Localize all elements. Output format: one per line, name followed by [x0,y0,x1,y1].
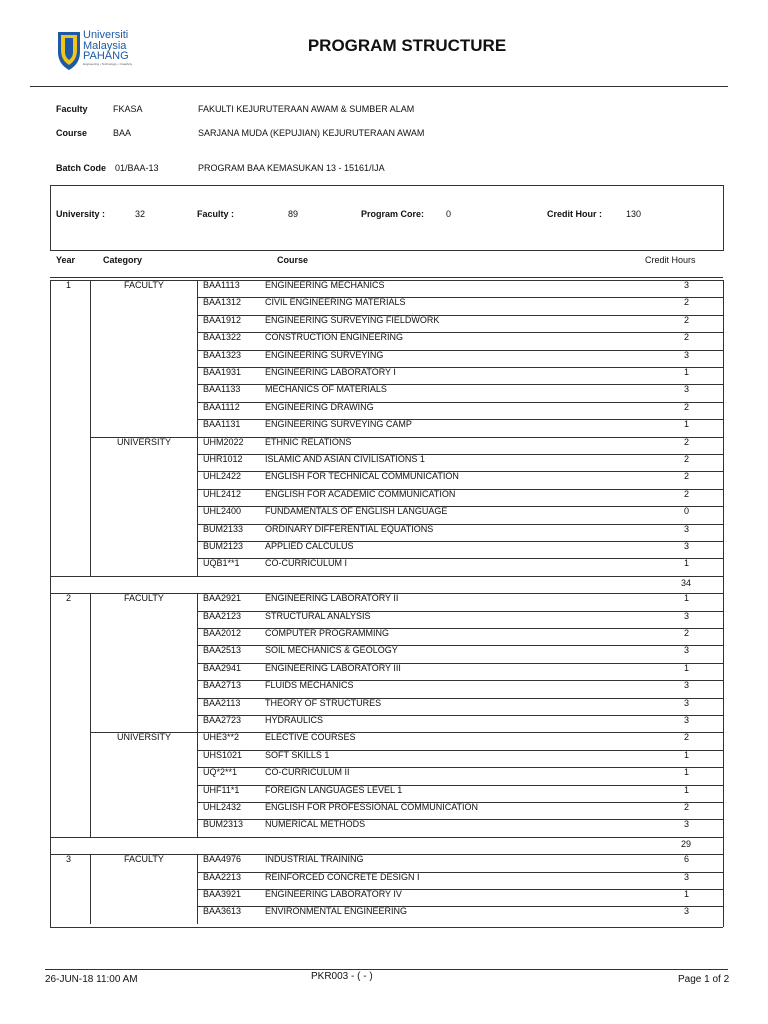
footer-datetime: 26-JUN-18 11:00 AM [45,974,138,985]
course-code: UHM2022 [203,436,244,447]
course-name: NUMERICAL METHODS [265,819,366,830]
course-name: ENGLISH FOR PROFESSIONAL COMMUNICATION [265,802,479,812]
table-right-border [723,280,724,593]
year-column-divider [90,280,91,576]
course-label: Course [56,128,88,138]
table-left-border [50,593,51,854]
course-credit-hours: 1 [683,767,689,778]
course-credit-hours: 1 [683,367,689,377]
course-name: REINFORCED CONCRETE DESIGN I [265,871,420,882]
logo-line-1: Universiti [83,29,129,41]
course-name: ENGINEERING LABORATORY I [265,367,396,377]
course-name: CO-CURRICULUM II [265,767,350,778]
course-name: ENGINEERING LABORATORY II [265,593,399,604]
course-code: BAA1131 [203,419,241,430]
course-code: BAA3921 [203,889,242,899]
course-credit-hours: 3 [683,541,689,551]
course-name: ENGINEERING SURVEYING [265,349,384,360]
course-credit-hours: 3 [683,523,689,534]
course-code: BAA1112 [203,401,240,412]
course-code: BAA2113 [203,697,241,708]
table-right-border [723,593,724,854]
year-column-divider [90,593,91,837]
summary-core-label: Program Core: [361,209,425,219]
year-total-divider [50,576,723,577]
course-credit-hours: 3 [683,645,689,656]
table-bottom-border [50,927,723,928]
course-category: FACULTY [124,280,164,290]
course-name: ENGLISH FOR ACADEMIC COMMUNICATION [265,488,456,499]
course-credit-hours: 3 [683,906,689,917]
course-credit-hours: 3 [683,610,689,621]
course-code: BAA2513 [203,645,242,656]
footer-doc-code: PKR003 - ( - ) [311,971,373,982]
course-credit-hours: 2 [683,297,689,308]
header-course: Course [277,255,309,265]
course-name: FUNDAMENTALS OF ENGLISH LANGUAGE [265,506,448,517]
year-number: 2 [66,593,72,604]
course-code: BAA1912 [203,314,242,325]
course-credit-hours: 2 [683,401,689,412]
batch-name: PROGRAM BAA KEMASUKAN 13 - 15161/IJA [198,163,385,173]
category-column-divider [197,593,198,837]
course-code: BAA2941 [203,662,242,673]
page-title: PROGRAM STRUCTURE [307,36,507,55]
course-code: BAA [113,128,132,138]
course-code: BAA2012 [203,628,242,638]
faculty-code: FKASA [113,104,143,114]
course-credit-hours: 2 [683,488,689,499]
course-credit-hours: 2 [683,802,689,812]
course-name: ETHNIC RELATIONS [265,436,352,447]
course-credit-hours: 2 [683,732,689,743]
summary-faculty-value: 89 [288,209,299,219]
course-name: ORDINARY DIFFERENTIAL EQUATIONS [265,523,434,534]
year-total-credits: 29 [680,838,691,849]
course-code: BAA1133 [203,384,241,395]
course-name: ISLAMIC AND ASIAN CIVILISATIONS 1 [265,454,425,464]
course-credit-hours: 3 [683,819,689,830]
course-name: ENGLISH FOR TECHNICAL COMMUNICATION [265,471,459,482]
course-credit-hours: 2 [683,471,689,482]
course-credit-hours: 6 [683,854,689,865]
course-code: UHL2412 [203,488,242,499]
course-credit-hours: 3 [683,280,689,290]
course-credit-hours: 2 [683,332,689,343]
faculty-label: Faculty [56,104,88,114]
course-name: SOFT SKILLS 1 [265,749,330,760]
course-credit-hours: 3 [683,871,689,882]
course-code: BAA2713 [203,680,242,691]
course-category: FACULTY [124,854,164,865]
year-number: 3 [66,854,72,865]
course-code: BAA2723 [203,715,242,725]
course-name: INDUSTRIAL TRAINING [265,854,364,865]
course-name: APPLIED CALCULUS [265,541,354,551]
course-code: BAA1323 [203,349,242,360]
category-column-divider [197,280,198,576]
summary-credit-value: 130 [626,209,642,219]
course-code: UHL2422 [203,471,242,482]
course-name: COMPUTER PROGRAMMING [265,628,390,638]
course-code: UQB1**1 [203,558,240,569]
course-credit-hours: 1 [683,784,689,795]
course-credit-hours: 2 [683,628,689,638]
year-number: 1 [66,280,72,290]
course-code: BAA3613 [203,906,242,917]
course-category: FACULTY [124,593,164,604]
header-category: Category [103,255,143,265]
course-name: CONSTRUCTION ENGINEERING [265,332,404,343]
course-name: FLUIDS MECHANICS [265,680,354,691]
course-credit-hours: 1 [683,593,689,604]
logo-line-3: PAHANG [83,50,129,62]
course-code: BAA1113 [203,280,240,290]
header-year: Year [56,255,76,265]
course-credit-hours: 1 [683,749,689,760]
course-credit-hours: 2 [683,314,689,325]
course-name: MECHANICS OF MATERIALS [265,384,387,395]
course-credit-hours: 3 [683,349,689,360]
summary-university-label: University : [56,209,106,219]
course-credit-hours: 1 [683,662,689,673]
course-credit-hours: 3 [683,715,689,725]
course-name: ELECTIVE COURSES [265,732,356,743]
year-total-credits: 34 [680,577,691,588]
course-credit-hours: 3 [683,384,689,395]
course-credit-hours: 0 [683,506,689,517]
course-code: UHS1021 [203,749,243,760]
logo-tagline: Engineering • Technology • Creativity [83,61,133,66]
course-name: ENGINEERING DRAWING [265,401,374,412]
logo-line-2: Malaysia [83,39,127,52]
course-name: SOIL MECHANICS & GEOLOGY [265,645,398,656]
summary-core-value: 0 [446,209,452,219]
course-code: UHL2432 [203,802,242,812]
course-name: FOREIGN LANGUAGES LEVEL 1 [265,784,403,795]
faculty-name: FAKULTI KEJURUTERAAN AWAM & SUMBER ALAM [198,104,415,114]
summary-faculty-label: Faculty : [197,209,235,219]
course-name: CIVIL ENGINEERING MATERIALS [265,297,406,308]
course-code: UQ*2**1 [203,767,238,778]
table-left-border [50,854,51,927]
course-credit-hours: 3 [683,697,689,708]
course-credit-hours: 3 [683,680,689,691]
course-name: ENGINEERING MECHANICS [265,280,385,290]
course-credit-hours: 2 [683,436,689,447]
table-left-border [50,280,51,593]
course-code: BAA1322 [203,332,242,343]
course-name: ENGINEERING LABORATORY III [265,662,401,673]
course-name: ENGINEERING SURVEYING FIELDWORK [265,314,440,325]
course-name: STRUCTURAL ANALYSIS [265,610,371,621]
course-credit-hours: 1 [683,419,689,430]
course-code: UHE3**2 [203,732,240,743]
footer-divider [45,969,728,970]
course-code: BUM2133 [203,523,244,534]
batch-code: 01/BAA-13 [115,163,159,173]
course-code: BAA2921 [203,593,242,604]
table-right-border [723,854,724,927]
footer-page-number: Page 1 of 2 [678,974,730,985]
course-code: BAA2213 [203,871,242,882]
course-credit-hours: 2 [683,454,689,464]
course-code: UHR1012 [203,454,243,464]
course-code: BAA1312 [203,297,242,308]
course-credit-hours: 1 [683,889,689,899]
course-code: BAA1931 [203,367,242,377]
summary-university-value: 32 [135,209,146,219]
course-code: UHF11*1 [203,784,240,795]
course-code: BAA4976 [203,854,242,865]
category-column-divider [197,854,198,924]
course-code: BUM2313 [203,819,244,830]
batch-label: Batch Code [56,163,107,173]
course-name: HYDRAULICS [265,715,324,725]
year-column-divider [90,854,91,924]
course-category: UNIVERSITY [117,732,172,743]
course-name: CO-CURRICULUM I [265,558,347,569]
course-name: THEORY OF STRUCTURES [265,697,382,708]
header-credit-hours: Credit Hours [645,255,696,265]
year-total-divider [50,837,723,838]
course-name: ENVIRONMENTAL ENGINEERING [265,906,408,917]
course-name: SARJANA MUDA (KEPUJIAN) KEJURUTERAAN AWAM [198,128,425,138]
course-category: UNIVERSITY [117,436,172,447]
course-name: ENGINEERING LABORATORY IV [265,889,402,899]
course-code: BUM2123 [203,541,244,551]
course-code: BAA2123 [203,610,242,621]
course-code: UHL2400 [203,506,242,517]
course-name: ENGINEERING SURVEYING CAMP [265,419,412,430]
course-credit-hours: 1 [683,558,689,569]
summary-credit-label: Credit Hour : [547,209,602,219]
